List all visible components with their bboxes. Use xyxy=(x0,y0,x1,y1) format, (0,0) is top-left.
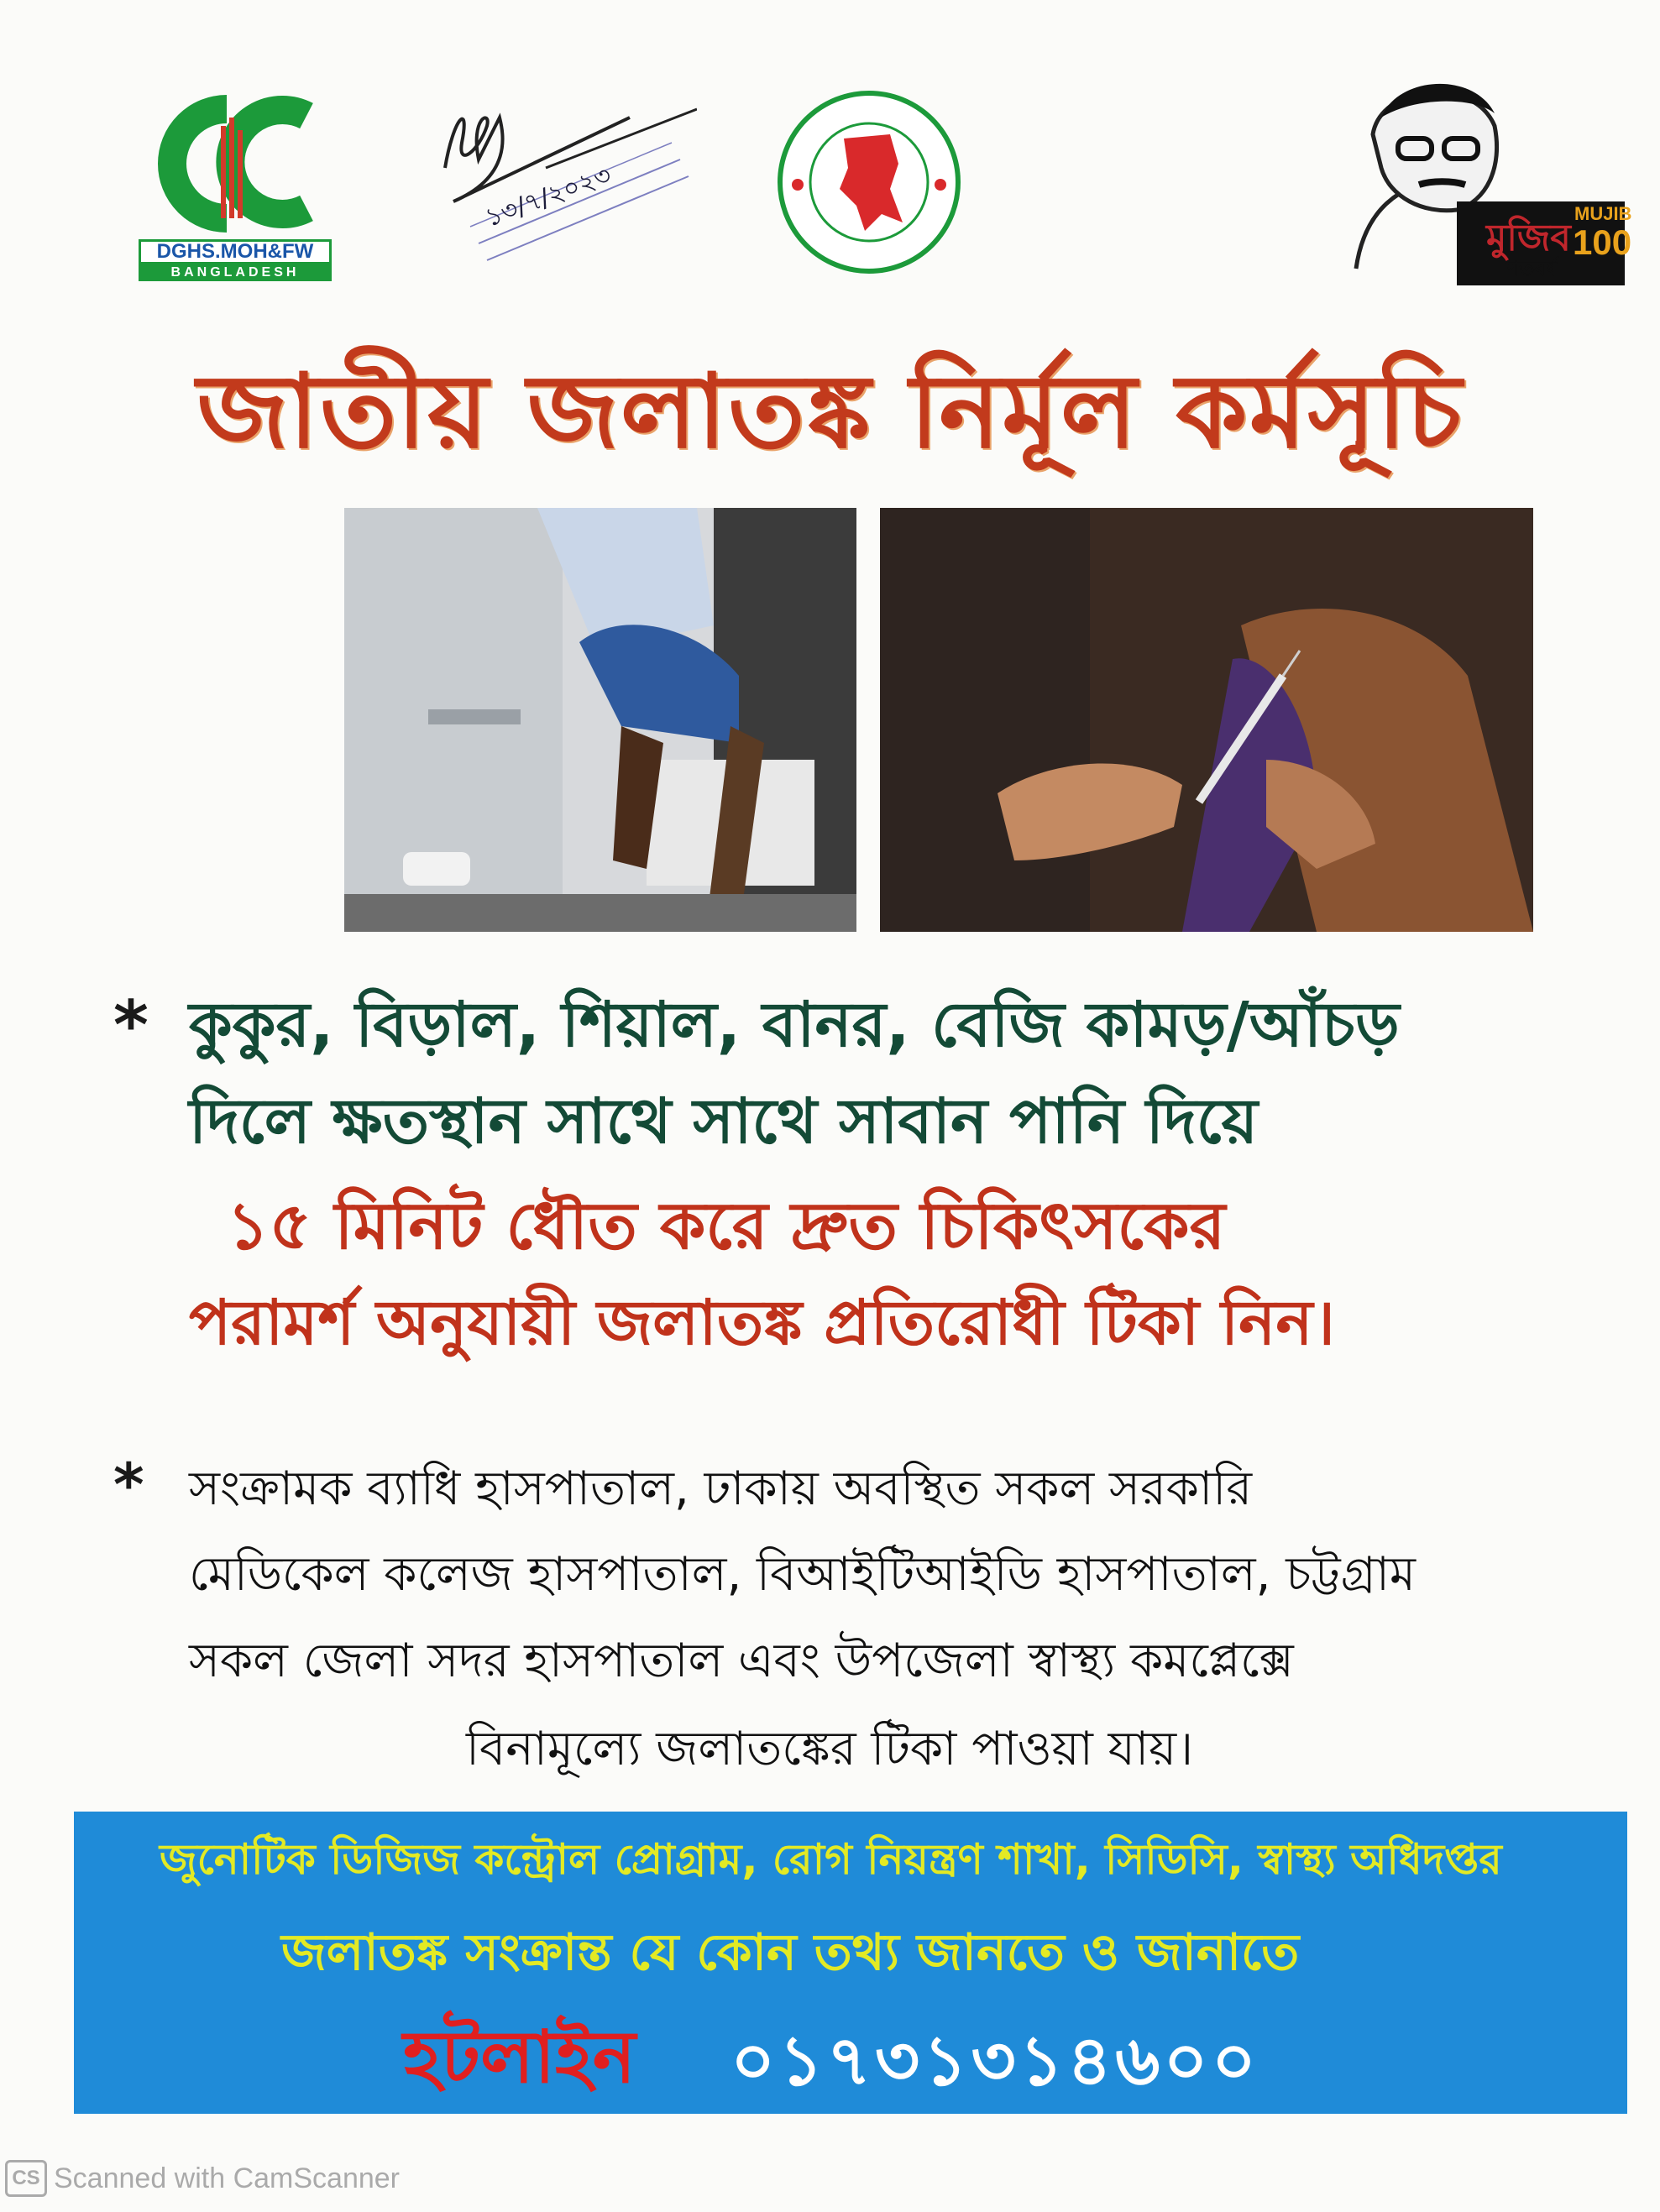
washing-wound-photo-icon xyxy=(344,508,856,932)
dghs-logo-country: BANGLADESH xyxy=(139,264,332,281)
mujib-subword: শতবর্ষ xyxy=(1507,257,1557,280)
signature-stamp xyxy=(420,67,697,277)
dghs-logo xyxy=(139,84,332,281)
mujib-wordmark: মুজিব xyxy=(1486,217,1571,259)
vaccine-injection-photo-icon xyxy=(880,508,1533,932)
advisory-line-3: ১৫ মিনিট ধৌত করে দ্রুত চিকিৎসকের xyxy=(227,1189,1226,1264)
hospitals-bullet: * xyxy=(113,1451,144,1519)
bangladesh-seal-icon xyxy=(764,88,974,277)
photo-washing-wound xyxy=(344,508,856,932)
photo-vaccine-injection xyxy=(880,508,1533,932)
hospitals-line-1: সংক্রামক ব্যাধি হাসপাতাল, ঢাকায় অবস্থিত সকল সরকারি xyxy=(189,1462,1253,1516)
hospitals-line-2: মেডিকেল কলেজ হাসপাতাল, বিআইটিআইডি হাসপাতাল, চট্টগ্রাম xyxy=(189,1547,1416,1602)
advisory-line-1: কুকুর, বিড়াল, শিয়াল, বানর, বেজি কামড়/আঁচড় xyxy=(189,989,1400,1061)
advisory-line-4: পরামর্শ অনুযায়ী জলাতঙ্ক প্রতিরোধী টিকা নিন। xyxy=(189,1287,1335,1359)
government-seal xyxy=(764,88,974,277)
footer-program-line: জুনোটিক ডিজিজ কন্ট্রোল প্রোগ্রাম, রোগ নিয়ন্ত্রণ শাখা, সিডিসি, স্বাস্থ্য অধিদপ্তর xyxy=(160,1835,1502,1884)
camscanner-icon: CS xyxy=(5,2160,47,2197)
scanner-watermark xyxy=(5,2160,400,2197)
mujib-english: MUJIB xyxy=(1574,203,1632,224)
stamp-date: ১৩/৭/২০২৩ xyxy=(481,160,615,233)
hospitals-line-3: সকল জেলা সদর হাসপাতাল এবং উপজেলা স্বাস্থ্য কমপ্লেক্সে xyxy=(189,1634,1294,1688)
scanner-text: Scanned with CamScanner xyxy=(54,2162,401,2194)
advisory-bullet: * xyxy=(113,986,149,1064)
dghs-emblem-icon xyxy=(139,84,332,239)
mujib-100-logo xyxy=(1306,59,1632,285)
dghs-logo-text: DGHS.MOH&FW xyxy=(139,239,332,264)
hotline-number: ০১৭৩১৩১৪৬০০ xyxy=(731,2021,1260,2101)
mujib-100-number: 100 xyxy=(1573,222,1632,262)
footer-info-line: জলাতঙ্ক সংক্রান্ত যে কোন তথ্য জানতে ও জানাতে xyxy=(281,1923,1300,1982)
hospitals-line-4: বিনামূল্যে জলাতঙ্কের টিকা পাওয়া যায়। xyxy=(466,1722,1194,1776)
page-title: জাতীয় জলাতঙ্ক নির্মূল কর্মসূচি xyxy=(196,352,1464,471)
hotline-label: হটলাইন xyxy=(403,2016,636,2100)
advisory-line-2: দিলে ক্ষতস্থান সাথে সাথে সাবান পানি দিয়ে xyxy=(189,1085,1259,1158)
